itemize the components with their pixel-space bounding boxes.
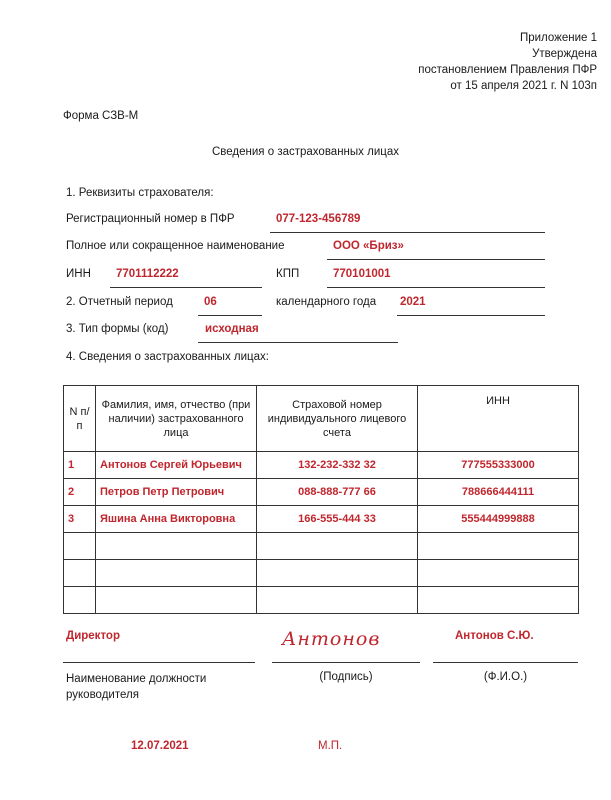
document-date[interactable]: 12.07.2021: [131, 740, 189, 752]
row-fio[interactable]: Петров Петр Петрович: [96, 479, 257, 506]
approval-line-4: от 15 апреля 2021 г. N 103п: [450, 80, 597, 92]
row-snils[interactable]: 088-888-777 66: [257, 479, 418, 506]
empty-cell[interactable]: [64, 587, 96, 614]
signature-underline: [272, 662, 420, 663]
signature-caption: (Подпись): [319, 671, 373, 683]
empty-cell[interactable]: [257, 560, 418, 587]
reg-number-label: Регистрационный номер в ПФР: [66, 213, 235, 225]
row-num[interactable]: 3: [64, 506, 96, 533]
insured-persons-table: [63, 385, 579, 614]
fio-underline: [433, 662, 578, 663]
approval-line-2: Утверждена: [532, 48, 597, 60]
row-num[interactable]: 1: [64, 452, 96, 479]
table-row-empty: [64, 587, 579, 614]
page-title: Сведения о застрахованных лицах: [212, 146, 399, 158]
empty-cell[interactable]: [257, 533, 418, 560]
empty-cell[interactable]: [64, 560, 96, 587]
form-type-value[interactable]: исходная: [205, 323, 259, 335]
position-value[interactable]: Директор: [66, 630, 120, 642]
approval-line-1: Приложение 1: [519, 32, 597, 44]
org-name-underline: [327, 259, 545, 260]
period-label: 2. Отчетный период: [66, 296, 173, 308]
kpp-label: КПП: [276, 268, 300, 280]
header-num: N п/п: [64, 386, 96, 452]
row-fio[interactable]: Яшина Анна Викторовна: [96, 506, 257, 533]
kpp-value[interactable]: 770101001: [333, 268, 391, 280]
row-fio[interactable]: Антонов Сергей Юрьевич: [96, 452, 257, 479]
form-type-label: 3. Тип формы (код): [66, 323, 169, 335]
year-label: календарного года: [276, 296, 377, 308]
table-row-empty: [64, 533, 579, 560]
stamp-placeholder: М.П.: [318, 740, 343, 752]
row-snils[interactable]: 132-232-332 32: [257, 452, 418, 479]
reg-number-value[interactable]: 077-123-456789: [276, 213, 361, 225]
section1-heading: 1. Реквизиты страхователя:: [66, 187, 214, 199]
empty-cell[interactable]: [418, 587, 579, 614]
form-name: Форма СЗВ-М: [63, 110, 139, 122]
period-value[interactable]: 06: [204, 296, 217, 308]
approval-line-3: постановлением Правления ПФР: [418, 64, 597, 76]
approval-block: [418, 30, 597, 94]
section4-heading: 4. Сведения о застрахованных лицах:: [66, 351, 269, 363]
inn-value[interactable]: 7701112222: [116, 268, 179, 280]
kpp-underline: [327, 287, 545, 288]
header-snils: Страховой номер индивидуального лицевого счета: [257, 386, 418, 452]
fio-value[interactable]: Антонов С.Ю.: [455, 630, 534, 642]
period-underline: [198, 315, 262, 316]
org-name-value[interactable]: ООО «Бриз»: [333, 240, 404, 252]
table-row: [64, 479, 579, 506]
position-underline: [63, 662, 255, 663]
fio-caption: (Ф.И.О.): [483, 671, 528, 683]
inn-underline: [110, 287, 262, 288]
empty-cell[interactable]: [64, 533, 96, 560]
org-name-label: Полное или сокращенное наименование: [66, 240, 285, 252]
empty-cell[interactable]: [96, 560, 257, 587]
empty-cell[interactable]: [96, 587, 257, 614]
reg-number-underline: [270, 232, 545, 233]
year-underline: [397, 315, 545, 316]
row-inn[interactable]: 788666444111: [418, 479, 579, 506]
empty-cell[interactable]: [257, 587, 418, 614]
row-num[interactable]: 2: [64, 479, 96, 506]
row-snils[interactable]: 166-555-444 33: [257, 506, 418, 533]
position-caption: Наименование должности руководителя: [66, 673, 207, 701]
table-row-empty: [64, 560, 579, 587]
row-inn[interactable]: 555444999888: [418, 506, 579, 533]
empty-cell[interactable]: [418, 533, 579, 560]
table-row: [64, 452, 579, 479]
handwritten-signature: Антонов: [282, 628, 381, 650]
table-row: [64, 506, 579, 533]
empty-cell[interactable]: [418, 560, 579, 587]
empty-cell[interactable]: [96, 533, 257, 560]
row-inn[interactable]: 777555333000: [418, 452, 579, 479]
table-header-row: [64, 386, 579, 452]
header-fio: Фамилия, имя, отчество (при наличии) застрахованного лица: [96, 386, 257, 452]
header-inn: ИНН: [418, 386, 579, 452]
form-type-underline: [198, 342, 398, 343]
year-value[interactable]: 2021: [400, 296, 426, 308]
inn-label: ИНН: [66, 268, 91, 280]
